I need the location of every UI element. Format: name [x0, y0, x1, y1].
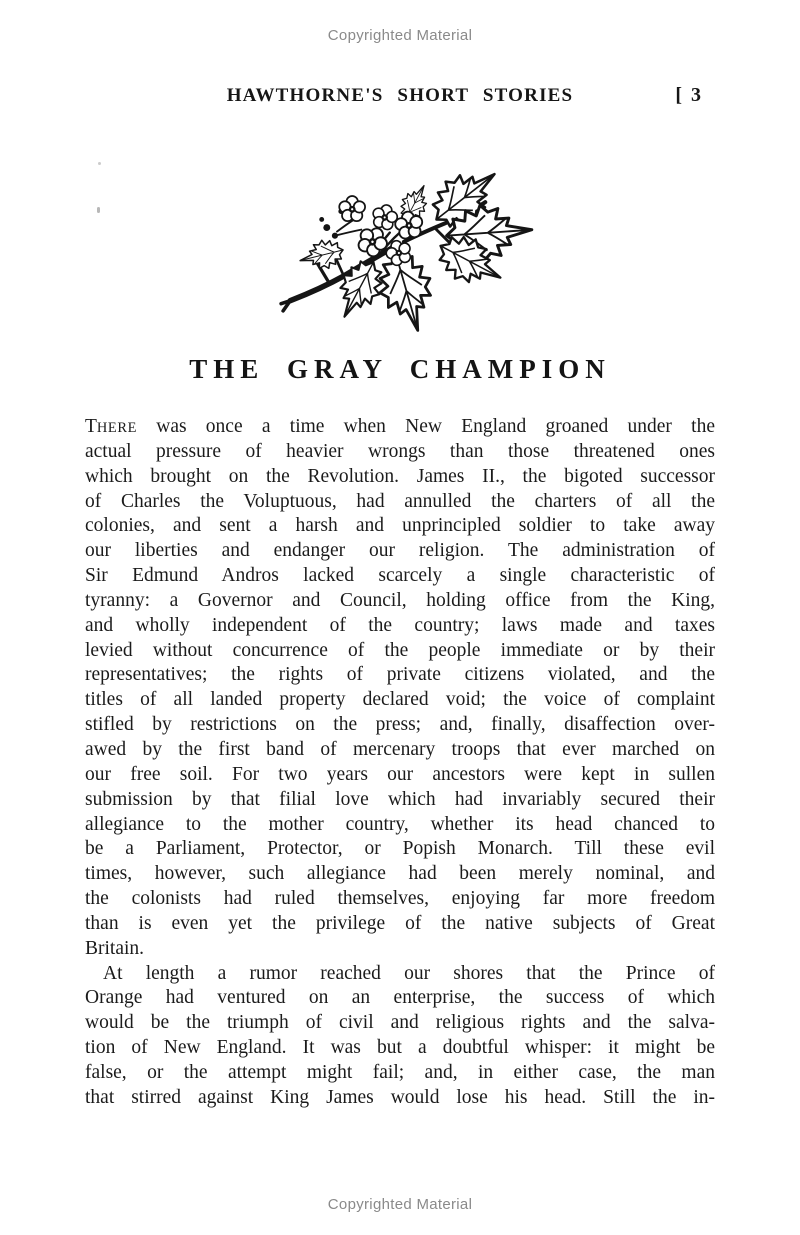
text-line: levied without concurrence of the people immediate or by their — [85, 639, 715, 661]
text-line: Orange had ventured on an enterprise, the success of which — [85, 987, 715, 1009]
text-line: false, or the attempt might fail; and, in either case, the man — [85, 1061, 715, 1083]
text-line: awed by the first band of mercenary troops that ever marched on — [85, 738, 715, 760]
text-line: tion of New England. It was but a doubtful whisper: it might be — [85, 1037, 715, 1059]
text-line: titles of all landed property declared void; the voice of complaint — [85, 689, 715, 711]
text-line: our free soil. For two years our ancestors were kept in sullen — [85, 763, 715, 785]
text-line: be a Parliament, Protector, or Popish Monarch. Till these evil — [85, 838, 715, 860]
text-line: stifled by restrictions on the press; and, finally, disaffection over- — [85, 714, 715, 736]
text-line: times, however, such allegiance had been merely nominal, and — [85, 863, 715, 885]
text-line: and wholly independent of the country; laws made and taxes — [85, 614, 715, 636]
scan-artifact-speck — [98, 162, 101, 165]
text-line: allegiance to the mother country, whether its head chanced to — [85, 813, 715, 835]
running-header — [85, 85, 715, 111]
page-number: [ 3 — [675, 84, 703, 106]
text-line: of Charles the Voluptuous, had annulled the charters of all the — [85, 490, 715, 512]
text-line: At length a rumor reached our shores that the Prince of — [103, 962, 715, 984]
text-line: Sir Edmund Andros lacked scarcely a single characteristic of — [85, 565, 715, 587]
text-line: tyranny: a Governor and Council, holding office from the King, — [85, 589, 715, 611]
scan-artifact-speck — [97, 207, 100, 213]
text-line: Britain. — [85, 937, 145, 959]
text-line: the colonists had ruled themselves, enjoying far more freedom — [85, 888, 715, 910]
text-line: would be the triumph of civil and religious rights and the salva- — [85, 1012, 715, 1034]
text-line: which brought on the Revolution. James II., the bigoted successor — [85, 465, 715, 487]
text-line: THERE was once a time when New England groaned under the — [85, 416, 715, 437]
running-title: HAWTHORNE'S SHORT STORIES — [226, 85, 574, 106]
text-line: submission by that filial love which had invariably secured their — [85, 788, 715, 810]
text-line: colonies, and sent a harsh and unprincipled soldier to take away — [85, 515, 715, 537]
copyright-watermark-bottom: Copyrighted Material — [327, 1196, 473, 1213]
text-line: representatives; the rights of private citizens violated, and the — [85, 664, 715, 686]
text-line: that stirred against King James would lose his head. Still the in- — [85, 1086, 715, 1108]
story-title: THE GRAY CHAMPION — [189, 354, 611, 384]
text-line: our liberties and endanger our religion. The administration of — [85, 540, 715, 562]
text-line: actual pressure of heavier wrongs than those threatened ones — [85, 440, 715, 462]
hawthorn-branch-illustration-icon — [276, 166, 536, 346]
copyright-watermark-top: Copyrighted Material — [327, 27, 473, 44]
body-text — [85, 415, 715, 1111]
text-line: than is even yet the privilege of the native subjects of Great — [85, 912, 715, 934]
